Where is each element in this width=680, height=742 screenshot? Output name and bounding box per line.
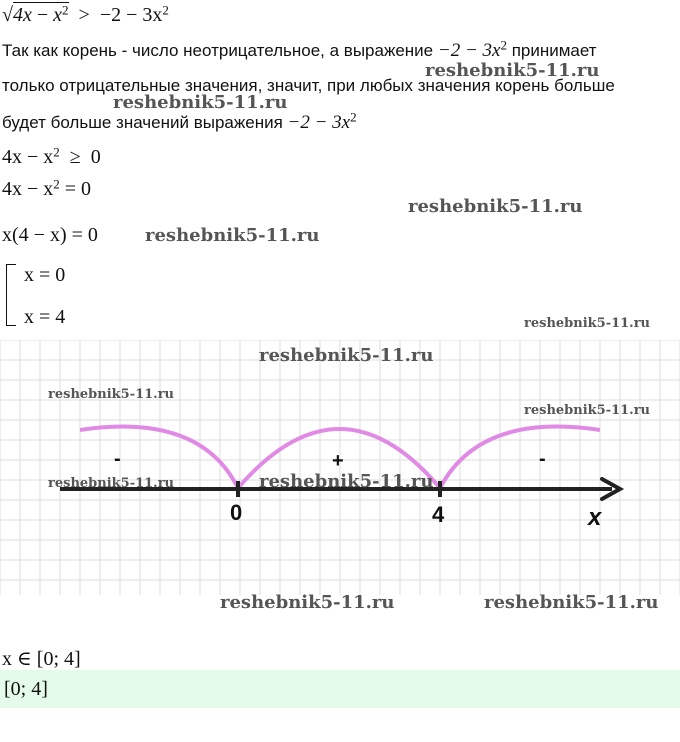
inequality-rhs: −2 − 3x <box>99 4 163 26</box>
watermark: reshebnik5-11.ru <box>48 476 175 491</box>
sqrt-sign: √ <box>2 4 13 26</box>
axis-label-x: x <box>588 504 602 531</box>
tick-label-0: 0 <box>230 500 243 525</box>
inequality-line: $√4x - x^2 > -2 - 3x^2$ <box>2 2 169 26</box>
step-equation: $4x - x^2 = 0$ <box>2 176 92 200</box>
watermark: reshebnik5-11.ru <box>524 316 651 331</box>
result-line: x ∈ [0; 4] <box>2 648 81 670</box>
explanation-line-1: Так как корень - число неотрицательное, а выражение $-2 - 3x^2$ принимает <box>2 37 597 61</box>
watermark: reshebnik5-11.ru <box>524 403 651 418</box>
explanation-line-2: только отрицательные значения, значит, при любых значения корень больше <box>2 76 615 95</box>
step-inequality: $4x - x^2 \ge 0$ <box>2 144 101 168</box>
sqrt-radicand: $4x - x^2$ <box>12 2 69 26</box>
sign-middle: + <box>332 450 344 472</box>
watermark: reshebnik5-11.ru <box>425 60 600 81</box>
watermark: reshebnik5-11.ru <box>48 387 175 402</box>
answer-box <box>0 670 680 708</box>
watermark: reshebnik5-11.ru <box>145 225 320 246</box>
root-1: x = 0 <box>24 264 66 286</box>
watermark: reshebnik5-11.ru <box>408 196 583 217</box>
watermark: reshebnik5-11.ru <box>113 92 288 113</box>
watermark: reshebnik5-11.ru <box>259 345 434 366</box>
sign-right: - <box>539 448 546 470</box>
step-factored: x(4 − x) = 0 <box>2 224 98 246</box>
roots-bracket <box>6 264 16 326</box>
sign-left: - <box>114 448 121 470</box>
tick-label-4: 4 <box>432 502 445 527</box>
watermark: reshebnik5-11.ru <box>484 592 659 613</box>
explanation-line-3: будет больше значений выражения $-2 - 3x^2$ <box>2 109 357 133</box>
number-line-figure <box>0 340 680 595</box>
answer-value: [0; 4] <box>4 678 48 700</box>
watermark: reshebnik5-11.ru <box>259 471 434 492</box>
watermark: reshebnik5-11.ru <box>220 592 395 613</box>
root-2: x = 4 <box>24 306 66 328</box>
